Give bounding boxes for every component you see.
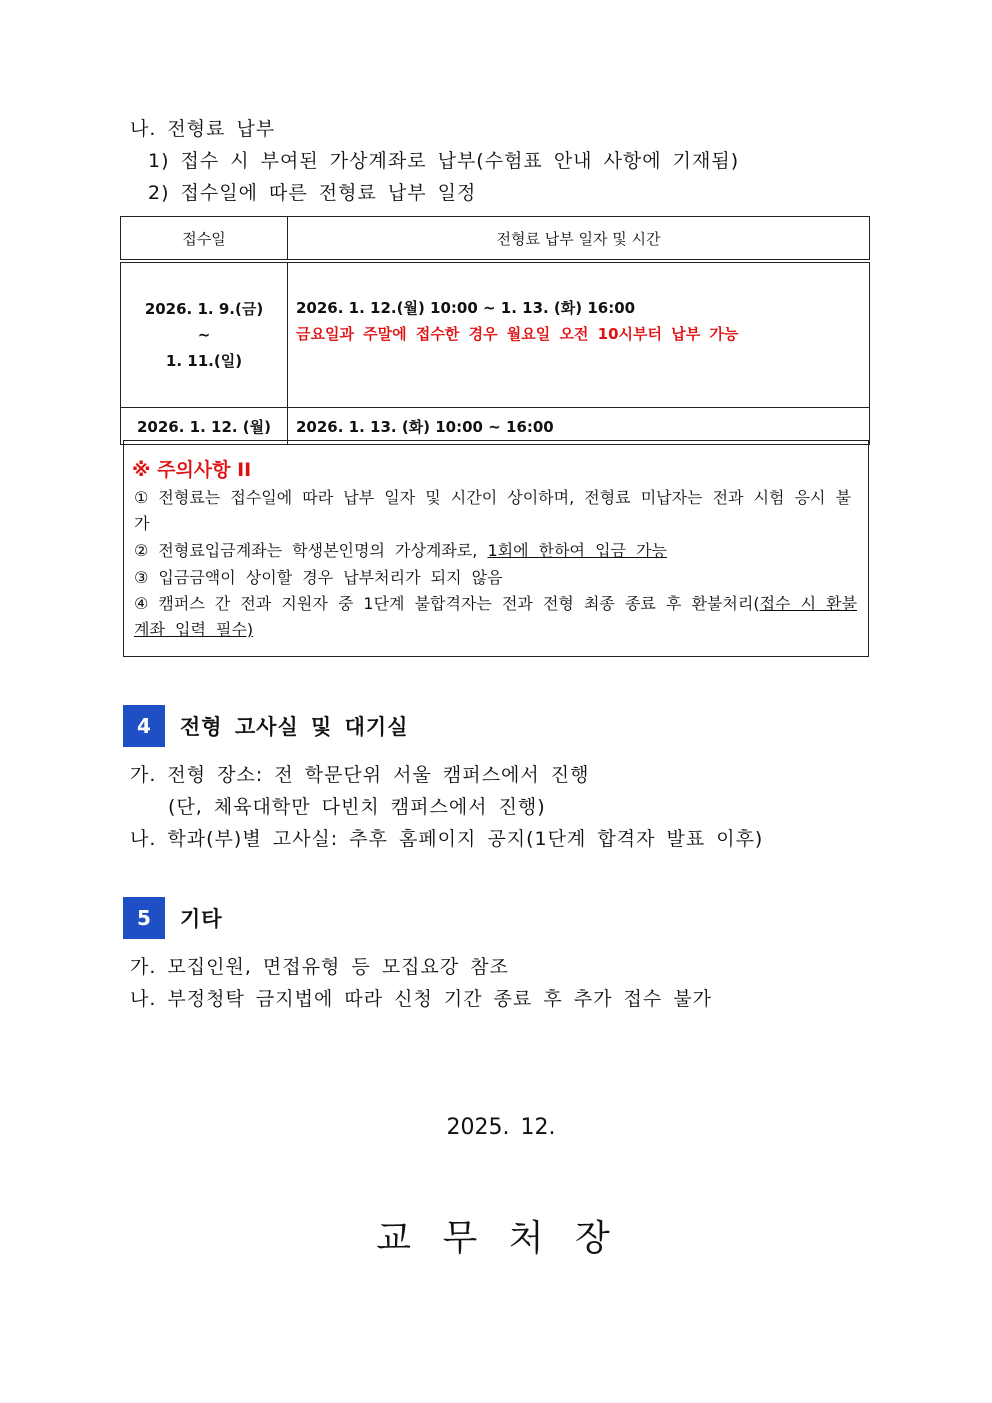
notice-item-3 [134, 565, 862, 591]
payment-note: 금요일과 주말에 접수한 경우 월요일 오전 10시부터 납부 가능 [296, 325, 739, 343]
issuer: 교 무 처 장 [376, 1218, 616, 1259]
section-5-line-1: 가. 모집인원, 면접유형 등 모집요강 참조 [130, 956, 509, 978]
section-5-title: 기타 [180, 907, 223, 931]
notice-text: ④ 캠퍼스 간 전과 지원자 중 1단계 불합격자는 전과 전형 최종 종료 후 환불처리( [134, 594, 760, 613]
table-header-row [121, 217, 870, 262]
section-4-line-2: (단, 체육대학만 다빈치 캠퍼스에서 진행) [168, 796, 546, 818]
table-row [121, 408, 870, 445]
notice-item-4 [134, 591, 862, 643]
header-receipt-date: 접수일 [121, 217, 288, 262]
notice-text: ① 전형료는 접수일에 따라 납부 일자 및 시간이 상이하며, 전형료 미납자는 전과 시험 응시 불가 [134, 488, 852, 533]
notice-item-1 [134, 485, 862, 537]
date-start: 2026. 1. 9.(금) [144, 300, 264, 318]
notice-text: ② 전형료입금계좌는 학생본인명의 가상계좌로, [134, 541, 488, 560]
section-5-line-2: 나. 부정청탁 금지법에 따라 신청 기간 종료 후 추가 접수 불가 [130, 988, 712, 1010]
payment-cell [288, 261, 870, 408]
fee-item-2: 2) 접수일에 따른 전형료 납부 일정 [148, 182, 477, 204]
section-4-line-3: 나. 학과(부)별 고사실: 추후 홈페이지 공지(1단계 합격자 발표 이후) [130, 828, 764, 850]
fee-schedule-table [120, 216, 870, 445]
section-5-badge: 5 [123, 897, 165, 939]
table-row [121, 261, 870, 408]
section-4-line-1: 가. 전형 장소: 전 학문단위 서울 캠퍼스에서 진행 [130, 764, 590, 786]
date-tilde: ~ [197, 326, 211, 344]
notice-underlined: 접수 시 환불계좌 입력 필수) [134, 594, 858, 639]
issue-date: 2025. 12. [446, 1115, 556, 1140]
notice-underlined: 1회에 한하여 입금 가능 [487, 541, 667, 560]
header-payment-time: 전형료 납부 일자 및 시간 [288, 217, 870, 262]
date-end: 1. 11.(일) [165, 352, 243, 370]
payment-cell: 2026. 1. 13. (화) 10:00 ~ 16:00 [288, 408, 870, 445]
fee-heading: 나. 전형료 납부 [130, 118, 276, 140]
notice-item-2 [134, 538, 862, 564]
payment-period: 2026. 1. 12.(월) 10:00 ~ 1. 13. (화) 16:00 [296, 299, 636, 317]
receipt-date-cell: 2026. 1. 12. (월) [121, 408, 288, 445]
notice-text: ③ 입금금액이 상이할 경우 납부처리가 되지 않음 [134, 568, 503, 587]
section-4-badge: 4 [123, 705, 165, 747]
notice-box [123, 440, 869, 657]
notice-title: ※ 주의사항 II [132, 459, 252, 481]
section-4-title: 전형 고사실 및 대기실 [180, 715, 409, 739]
fee-item-1: 1) 접수 시 부여된 가상계좌로 납부(수험표 안내 사항에 기재됨) [148, 150, 740, 172]
receipt-date-cell [121, 261, 288, 408]
